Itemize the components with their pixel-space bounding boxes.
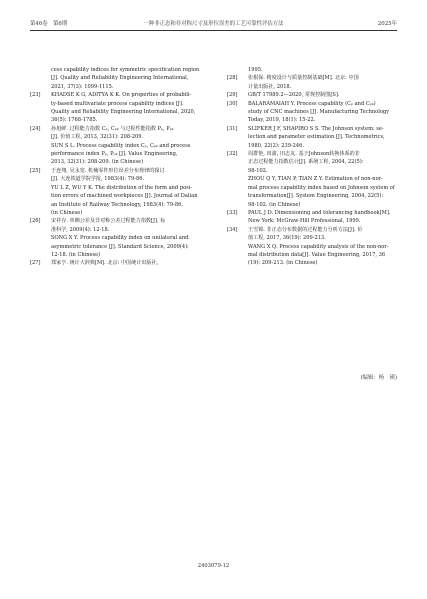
reference-entry: [227, 175, 412, 209]
reference-number: [30]: [227, 100, 238, 107]
reference-text-line: [J]. 价值工程, 2013, 32(31): 208-209.: [51, 134, 144, 141]
reference-entry: [227, 125, 412, 150]
reference-text-line: 2013, 32(31): 208-209. (in Chinese): [51, 159, 144, 166]
reference-number: [26]: [30, 218, 41, 225]
reference-entry: [30, 167, 215, 184]
reference-entry: [30, 217, 215, 234]
reference-number: [24]: [30, 125, 41, 132]
reference-text-line: [J]. 大连铁道学院学报, 1983(4): 79-86.: [51, 176, 145, 183]
journal-volume: 第46卷 第6期: [30, 21, 68, 27]
reference-text-line: 计量出版社, 2018.: [248, 83, 292, 90]
running-header: [30, 18, 397, 30]
reference-text-line: New York: McGraw-Hill Professional, 1999.: [248, 218, 361, 225]
header-rule: [30, 30, 397, 31]
reference-entry: [227, 150, 412, 175]
reference-text-line: 2021, 37(3): 1099-1115.: [51, 83, 114, 90]
reference-text-line: mal process capability index based on Johnson system of: [248, 184, 395, 191]
reference-number: [28]: [227, 75, 238, 82]
reference-text-line: 36(5): 1768-1785.: [51, 117, 98, 124]
references-left-column: [30, 66, 215, 268]
reference-text-line: WANG X Q. Process capability analysis of the non-nor-: [248, 243, 389, 250]
reference-text-line: (in Chinese): [51, 209, 83, 216]
reference-text-line: KHADSE K G, ADITYA K K. On properties of probabili-: [51, 92, 192, 99]
reference-text-line: mal distribution data[J]. Value Engineering, 2017, 36: [248, 251, 386, 258]
reference-entry: [227, 91, 412, 99]
reference-number: [27]: [30, 260, 41, 267]
reference-entry: [30, 142, 215, 167]
page-number: 2403079-12: [197, 563, 230, 569]
reference-text-line: an Institute of Railway Technology, 1983(4): 79-86.: [51, 201, 183, 208]
reference-text-line: 宋祥存. 单侧公差及非对称公差过程能力指数[J]. 标: [51, 218, 166, 225]
reference-entry: [30, 125, 215, 142]
reference-entry: [227, 100, 412, 125]
reference-text-line: 于连翔, 吴永宽. 机械零件形位误差分布规律的探讨: [51, 167, 165, 174]
reference-text-line: 正态过程能力指数估计[J]. 系统工程, 2004, 22(5):: [248, 159, 364, 166]
reference-text-line: SUN S L. Process capability index Cₚ, Cₚₖ and process: [51, 142, 191, 149]
reference-entry: [30, 234, 215, 259]
reference-text-line: asymmetric tolerance [J]. Standard Science, 2009(4):: [51, 243, 189, 250]
reference-text-line: study of CNC machines [J]. Manufacturing Technology: [248, 109, 390, 116]
running-title: 一种非正态和非对称尺寸及形位误差的工艺可靠性评估方法: [143, 21, 284, 27]
reference-text-line: GB/T 17989.2—2020, 常规控制图[S].: [248, 92, 340, 99]
reference-text-line: performance index Pₚ, Pₚₖ [J]. Value Engineering,: [51, 151, 178, 158]
reference-text-line: PAUL J D. Dimensioning and tolerancing handbook[M].: [248, 209, 391, 216]
reference-text-line: Today, 2019, 18(1): 15-22.: [248, 117, 316, 124]
reference-number: [29]: [227, 92, 238, 99]
reference-entry: [227, 66, 412, 74]
reference-text-line: 郑家亨. 统计大辞典[M]. 北京: 中国统计出版社,: [51, 260, 159, 267]
reference-text-line: BALARAMAIAH Y. Process capability (Cₚ and Cₚₖ): [248, 100, 376, 107]
reference-text-line: Quality and Reliability Engineering International, 2020,: [51, 109, 196, 116]
reference-number: [34]: [227, 226, 238, 233]
references-right-column: [227, 66, 412, 268]
reference-text-line: 准科学, 2009(4): 12-18.: [51, 226, 110, 233]
reference-number: [32]: [227, 151, 238, 158]
reference-number: [33]: [227, 209, 238, 216]
reference-entry: [30, 259, 215, 267]
reference-text-line: 98-102.: [248, 167, 268, 174]
reference-text-line: cess capability indices for symmetric specification region: [51, 67, 200, 73]
reference-text-line: SLIFKER J F, SHAPIRO S S. The Johnson system: se-: [248, 125, 384, 132]
reference-number: [31]: [227, 125, 238, 132]
reference-entry: [227, 74, 412, 91]
reference-entry: [30, 184, 215, 218]
reference-text-line: 王雪锦. 非正态分布数据的过程能力分析方法[J]. 价: [248, 226, 363, 233]
reference-text-line: 98-102. (in Chinese): [248, 201, 301, 208]
reference-text-line: SONG X Y. Process capability index on unilateral and: [51, 235, 189, 242]
reference-text-line: 值工程, 2017, 36(19): 209-213.: [248, 235, 326, 242]
editor-note: (编辑：杨 瑛): [360, 375, 397, 381]
reference-number: [23]: [30, 92, 41, 99]
reference-text-line: YU L Z, WU Y K. The distribution of the form and posi-: [51, 184, 193, 191]
reference-text-line: lection and parameter estimation [J]. Technometrics,: [248, 134, 385, 141]
reference-text-line: ZHOU Q Y, TIAN P, TIAN Z Y. Estimation of non-nor-: [248, 176, 383, 183]
reference-text-line: (19): 209-213. (in Chinese): [248, 260, 318, 267]
reference-text-line: transformation[J]. System Engineering, 2004, 22(5):: [248, 193, 384, 200]
reference-number: [25]: [30, 167, 41, 174]
reference-entry: [30, 91, 215, 125]
reference-text-line: ty-based multivariate process capability indices [J].: [51, 100, 184, 107]
reference-text-line: 周群艳, 田澍, 田志友. 基于Johnson转换体系的非: [248, 151, 360, 158]
reference-entry: [227, 209, 412, 226]
reference-text-line: 张根保. 精度设计与质量控制基础[M]. 北京: 中国: [248, 75, 359, 82]
reference-text-line: tion errors of machined workpieces [J]. Journal of Dalian: [51, 193, 198, 200]
reference-entry: [227, 226, 412, 243]
reference-text-line: 孙旭鲜. 过程能力指数 Cₚ, Cₚₖ 与过程性能指数 Pₚ, Pₚₖ: [51, 125, 174, 132]
reference-text-line: 12-18. (in Chinese): [51, 251, 101, 258]
reference-text-line: 1980, 22(2): 239-246.: [248, 142, 305, 149]
reference-entry: [227, 243, 412, 268]
journal-year: 2025年: [377, 21, 397, 27]
reference-entry: [30, 66, 215, 91]
reference-text-line: [J]. Quality and Reliability Engineering International,: [51, 75, 189, 82]
reference-text-line: 1995.: [248, 67, 263, 73]
